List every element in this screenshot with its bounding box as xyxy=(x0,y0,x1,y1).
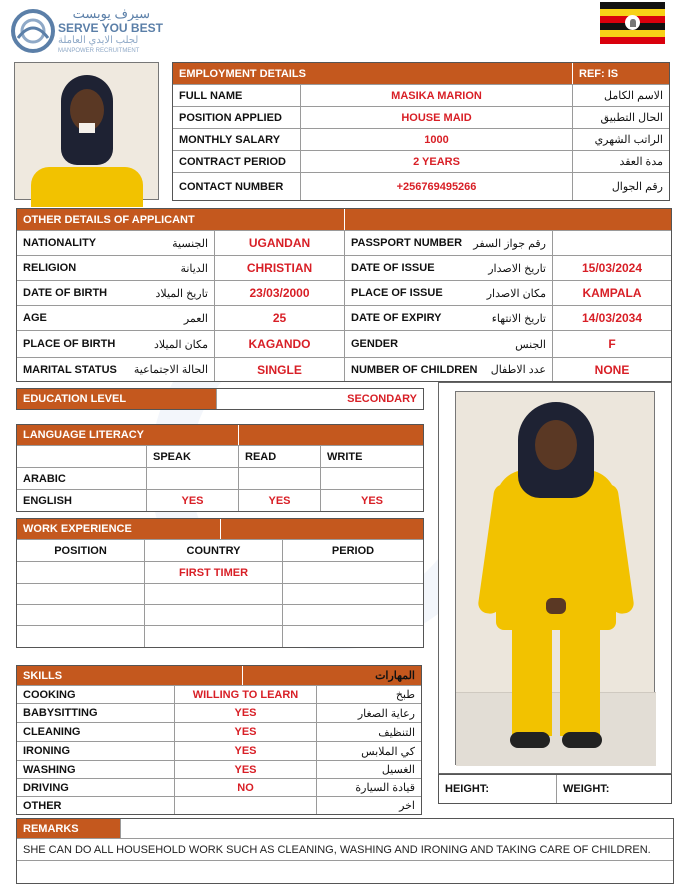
skill-value: YES xyxy=(175,704,317,722)
work-position xyxy=(17,584,145,604)
detail-label: RELIGION xyxy=(23,262,77,274)
skill-value: WILLING TO LEARN xyxy=(175,686,317,703)
skill-row xyxy=(17,779,421,797)
skill-arabic-name: كي الملابس xyxy=(361,745,415,758)
detail-value: UGANDAN xyxy=(215,231,345,255)
detail-label: PASSPORT NUMBER xyxy=(351,237,463,249)
detail-arabic-label: مكان الميلاد xyxy=(129,331,215,357)
detail-label: GENDER xyxy=(351,338,399,350)
height-weight-table xyxy=(438,774,672,804)
language-write-value xyxy=(321,468,423,489)
work-experience-header: WORK EXPERIENCE xyxy=(17,519,221,539)
logo-tagline: MANPOWER RECRUITMENT xyxy=(58,48,140,54)
language-column-speak: SPEAK xyxy=(147,446,239,467)
skill-arabic-name: طبخ xyxy=(395,689,415,701)
skill-row xyxy=(17,797,421,814)
detail-arabic-label: الحالة الاجتماعية xyxy=(129,358,215,381)
logo-company-name: SERVE YOU BEST xyxy=(58,21,163,35)
employment-row xyxy=(173,129,669,151)
employment-row-arabic-label: رقم الجوال xyxy=(611,181,663,193)
skill-row xyxy=(17,704,421,723)
work-period xyxy=(283,584,423,604)
remarks-blank-line xyxy=(17,861,673,883)
detail-value: 14/03/2034 xyxy=(581,311,643,325)
work-country xyxy=(145,605,283,625)
detail-arabic-label: العمر xyxy=(129,306,215,330)
detail-arabic-label: رقم جواز السفر xyxy=(463,231,553,255)
language-name: ENGLISH xyxy=(17,490,147,511)
detail-value: F xyxy=(608,337,616,351)
detail-arabic-label: تاريخ الانتهاء xyxy=(463,306,553,330)
employment-row-arabic-label: الحال التطبيق xyxy=(600,112,663,124)
employment-row-value: +256769495266 xyxy=(301,173,573,200)
detail-arabic-label: مكان الاصدار xyxy=(463,281,553,305)
employment-row-value: HOUSE MAID xyxy=(301,107,573,128)
employment-row-label: FULL NAME xyxy=(173,85,301,106)
logo-arabic-subtitle: لجلب الايدي العاملة xyxy=(58,35,139,46)
work-experience-table xyxy=(16,518,424,648)
skill-row xyxy=(17,761,421,779)
detail-label: NUMBER OF CHILDREN xyxy=(351,363,478,376)
education-level-label: EDUCATION LEVEL xyxy=(17,389,217,409)
other-details-header-blank xyxy=(345,209,671,230)
detail-arabic-label: الديانة xyxy=(129,256,215,280)
employment-row-label: POSITION APPLIED xyxy=(173,107,301,128)
employment-row-label: CONTACT NUMBER xyxy=(173,173,301,200)
skill-row xyxy=(17,686,421,704)
weight-field xyxy=(557,775,671,803)
work-experience-row xyxy=(17,584,423,605)
language-write-value: YES xyxy=(360,494,383,507)
language-speak-value xyxy=(147,468,239,489)
work-column-period: PERIOD xyxy=(331,544,375,557)
detail-value: SINGLE xyxy=(215,358,345,381)
language-speak-value: YES xyxy=(147,490,239,511)
remarks-text: SHE CAN DO ALL HOUSEHOLD WORK SUCH AS CLEANING, WASHING AND IRONING AND TAKING CARE OF CHILDREN. xyxy=(23,843,651,856)
work-country: FIRST TIMER xyxy=(145,562,283,583)
other-details-header: OTHER DETAILS OF APPLICANT xyxy=(17,209,345,230)
other-details-row xyxy=(17,358,671,381)
employment-row-value: MASIKA MARION xyxy=(301,85,573,106)
company-logo xyxy=(10,6,163,56)
work-country xyxy=(145,584,283,604)
skills-header-arabic: المهارات xyxy=(243,666,421,685)
language-name: ARABIC xyxy=(17,468,147,489)
work-column-position: POSITION xyxy=(17,540,145,561)
skill-row xyxy=(17,742,421,761)
remarks-header-blank xyxy=(121,819,673,838)
detail-arabic-label: تاريخ الميلاد xyxy=(129,281,215,305)
skill-row xyxy=(17,723,421,742)
work-experience-row xyxy=(17,626,423,647)
employment-details-table xyxy=(172,62,670,201)
detail-value: NONE xyxy=(594,362,630,377)
language-column-write: WRITE xyxy=(327,450,363,463)
employment-row-label: CONTRACT PERIOD xyxy=(173,151,301,172)
weight-label: WEIGHT: xyxy=(563,783,610,795)
full-body-photo-frame xyxy=(438,382,672,774)
detail-arabic-label: الجنسية xyxy=(129,231,215,255)
remarks-header: REMARKS xyxy=(17,819,121,838)
work-experience-header-blank xyxy=(221,519,423,539)
reference-number: REF: IS xyxy=(573,63,669,84)
work-position xyxy=(17,605,145,625)
employment-row-label: MONTHLY SALARY xyxy=(173,129,301,150)
detail-label: PLACE OF BIRTH xyxy=(23,338,116,350)
employment-row-arabic-label: الراتب الشهري xyxy=(594,134,663,146)
skill-arabic-name: اخر xyxy=(399,800,415,812)
skill-name: CLEANING xyxy=(17,723,175,741)
employment-row xyxy=(173,151,669,173)
detail-value: CHRISTIAN xyxy=(215,256,345,280)
skill-arabic-name: التنظيف xyxy=(378,726,415,739)
logo-emblem-icon xyxy=(10,8,56,54)
detail-value: KAGANDO xyxy=(215,331,345,357)
work-period xyxy=(283,626,423,647)
skill-name: BABYSITTING xyxy=(17,704,175,722)
detail-label: NATIONALITY xyxy=(23,237,97,249)
applicant-full-body-photo xyxy=(455,391,655,765)
work-position xyxy=(17,562,145,583)
skill-name: DRIVING xyxy=(17,779,175,796)
other-details-row xyxy=(17,331,671,358)
employment-row-value: 1000 xyxy=(301,129,573,150)
work-experience-row xyxy=(17,605,423,626)
employment-row-value: 2 YEARS xyxy=(301,151,573,172)
other-details-row xyxy=(17,231,671,256)
detail-arabic-label: تاريخ الاصدار xyxy=(463,256,553,280)
work-position xyxy=(17,626,145,647)
language-column-read: READ xyxy=(239,446,321,467)
detail-label: MARITAL STATUS xyxy=(23,363,117,376)
skill-arabic-name: رعاية الصغار xyxy=(357,707,415,720)
work-period xyxy=(283,562,423,583)
skill-value xyxy=(175,797,317,814)
skills-header: SKILLS xyxy=(17,666,243,685)
skill-name: COOKING xyxy=(17,686,175,703)
detail-arabic-label: عدد الاطفال xyxy=(463,358,553,381)
detail-label: PLACE OF ISSUE xyxy=(351,287,443,299)
language-literacy-header-blank xyxy=(239,425,423,445)
employment-details-header: EMPLOYMENT DETAILS xyxy=(173,63,573,84)
employment-row-arabic-label: مدة العقد xyxy=(619,156,663,168)
employment-row xyxy=(173,107,669,129)
skill-name: WASHING xyxy=(17,761,175,778)
language-read-value: YES xyxy=(239,490,321,511)
work-column-country: COUNTRY xyxy=(145,540,283,561)
uganda-flag-icon xyxy=(600,2,665,44)
education-level-value: SECONDARY xyxy=(347,393,417,405)
skill-arabic-name: الغسيل xyxy=(381,764,415,776)
education-level-table xyxy=(16,388,424,410)
skill-value: YES xyxy=(175,761,317,778)
detail-arabic-label: الجنس xyxy=(463,331,553,357)
language-literacy-table xyxy=(16,424,424,512)
skill-value: NO xyxy=(175,779,317,796)
detail-value: KAMPALA xyxy=(582,286,642,300)
logo-arabic-name: سيرف يوبست xyxy=(72,6,150,21)
work-period xyxy=(283,605,423,625)
other-details-row xyxy=(17,306,671,331)
language-row xyxy=(17,490,423,511)
other-details-row xyxy=(17,281,671,306)
height-label: HEIGHT: xyxy=(445,783,489,795)
detail-label: DATE OF BIRTH xyxy=(23,287,108,299)
language-column-blank xyxy=(17,446,147,467)
detail-label: DATE OF EXPIRY xyxy=(351,312,442,324)
skill-value: YES xyxy=(175,723,317,741)
detail-label: AGE xyxy=(23,312,47,324)
skill-name: IRONING xyxy=(17,742,175,760)
language-row xyxy=(17,468,423,490)
detail-value: 25 xyxy=(215,306,345,330)
work-country xyxy=(145,626,283,647)
detail-value: 23/03/2000 xyxy=(215,281,345,305)
skill-name: OTHER xyxy=(17,797,175,814)
skill-arabic-name: قيادة السيارة xyxy=(355,782,415,794)
employment-row xyxy=(173,173,669,200)
other-details-row xyxy=(17,256,671,281)
applicant-portrait-photo xyxy=(14,62,159,200)
height-field xyxy=(439,775,557,803)
detail-value xyxy=(553,231,671,255)
work-experience-row xyxy=(17,562,423,584)
language-read-value xyxy=(239,468,321,489)
employment-row-arabic-label: الاسم الكامل xyxy=(604,90,663,102)
skill-value: YES xyxy=(175,742,317,760)
other-details-table xyxy=(16,208,672,382)
detail-value: 15/03/2024 xyxy=(581,261,643,275)
employment-row xyxy=(173,85,669,107)
remarks-table xyxy=(16,818,674,884)
skills-table xyxy=(16,665,422,815)
language-literacy-header: LANGUAGE LITERACY xyxy=(17,425,239,445)
detail-label: DATE OF ISSUE xyxy=(351,262,435,274)
